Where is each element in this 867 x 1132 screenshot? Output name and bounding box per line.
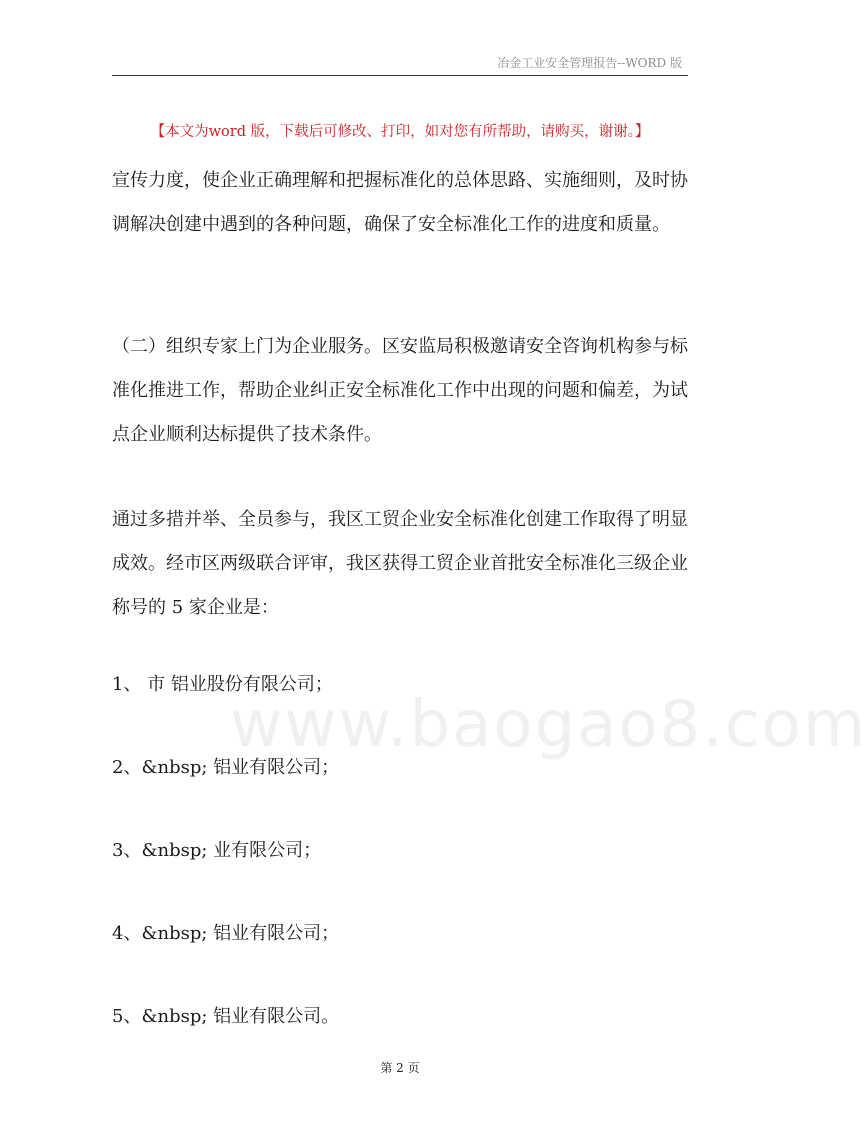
paragraph-3: 通过多措并举、全员参与，我区工贸企业安全标准化创建工作取得了明显成效。经市区两级联合评审，我区获得工贸企业首批安全标准化三级企业称号的 5 家企业是： xyxy=(112,509,688,618)
list-item: 1、 市 铝业股份有限公司； xyxy=(112,674,333,695)
list-item: 5、&nbsp; 铝业有限公司。 xyxy=(112,1006,340,1027)
paragraph-1: 宣传力度，使企业正确理解和把握标准化的总体思路、实施细则，及时协调解决创建中遇到的各种问题，确保了安全标准化工作的进度和质量。 xyxy=(112,170,688,235)
page-number: 第 2 页 xyxy=(380,1061,420,1075)
purchase-notice: 【本文为word 版，下载后可修改、打印，如对您有所帮助，请购买，谢谢。】 xyxy=(150,124,650,140)
header-divider xyxy=(112,75,688,76)
page-header-title: 冶金工业安全管理报告--WORD 版 xyxy=(497,56,682,70)
list-item: 3、&nbsp; 业有限公司； xyxy=(112,840,322,861)
list-item: 2、&nbsp; 铝业有限公司； xyxy=(112,757,340,778)
paragraph-2: （二）组织专家上门为企业服务。区安监局积极邀请安全咨询机构参与标准化推进工作，帮助企业纠正安全标准化工作中出现的问题和偏差，为试点企业顺利达标提供了技术条件。 xyxy=(112,336,688,445)
site-watermark: www.baogao8.com xyxy=(230,688,867,762)
list-item: 4、&nbsp; 铝业有限公司； xyxy=(112,923,340,944)
